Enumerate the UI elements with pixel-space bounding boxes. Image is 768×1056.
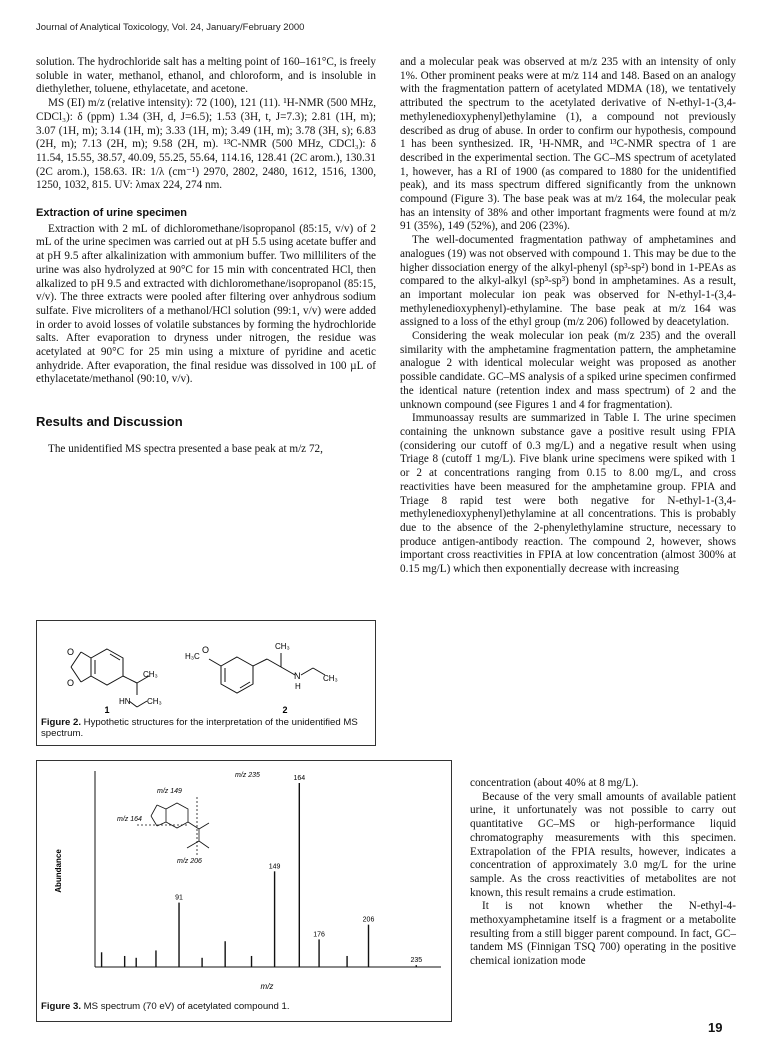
paragraph: MS (EI) m/z (relative intensity): 72 (100), 121 (11). ¹H-NMR (500 MHz, CDCl₃): δ (ppm) 1.34 (3H, d, J=6.5); 1.53 (3H, t, J=7.3); 2.81 (1H, m); 3.07 (1H, m); 3.14 (1H, m); 3.33 (1H, m); 3.49 (1H, m); 3.78 (3H, s); 6.83 (2H, m); 7.13 (2H, m); 9.58 (2H, m). ¹³C-NMR (500 MHz, CDCl₃): δ 11.54, 15.55, 38.57, 40.09, 55.25, 55.64, 114.16, 128.41 (2C arom.), 130.31 (2C arom.), 158.63. IR: 1/λ (cm⁻¹) 2970, 2802, 2480, 1612, 1516, 1300, 1250, 1032, 815. UV: λmax 224, 274 nm. <box>36 97 376 192</box>
right-column <box>400 56 736 577</box>
paragraph: concentration (about 40% at 8 mg/L). <box>470 777 639 789</box>
right-column-narrow <box>470 777 736 969</box>
figure-2-caption <box>41 717 371 739</box>
page-number: 19 <box>708 1020 723 1035</box>
caption-label: Figure 2. <box>41 717 81 728</box>
annotation-m164: m/z 164 <box>117 816 142 823</box>
caption-text: Hypothetic structures for the interpretation of the unidentified MS spectrum. <box>41 717 358 739</box>
caption-text: MS spectrum (70 eV) of acetylated compound 1. <box>83 1001 290 1012</box>
left-column <box>36 56 376 457</box>
paragraph: Immunoassay results are summarized in Table I. The urine specimen containing the unknown substance gave a positive result using FPIA (considering our cutoff of 0.3 mg/L) and a negative result when using Triage 8 (cutoff 1 mg/L). Five blank urine specimens were spiked with 1 or 2 at concentrations ranging from 0.15 to 8.00 mg/L, and cross reactivities have been measured for the amphetamine group. FPIA and Triage 8 rapid test were both negative for N-ethyl-1-(3,4-methylenedioxyphenyl)ethylamine at all concentrations. This is probably due to the absence of the 2-phenylethylamine structure, necessary to produce antigen-antibody reaction. The compound 2, however, shows important cross reactivities in FPIA at low concentration (almost 300% at 0.15 mg/L) which then exponentially decrease with increasing <box>400 412 736 576</box>
atom-ch3: CH₃ <box>147 697 162 706</box>
peak-label: 164 <box>293 775 306 782</box>
benzene-ring-1 <box>91 649 123 685</box>
figure-3 <box>36 760 452 1022</box>
x-axis-label: m/z <box>260 982 274 991</box>
peak-label: 91 <box>175 894 183 902</box>
peak-label: 235 <box>410 957 423 965</box>
peak-label: 176 <box>313 931 325 939</box>
fragment-structure <box>137 797 209 857</box>
paragraph: The well-documented fragmentation pathway of amphetamines and analogues (19) was not observed with compound 1. This may be due to the higher dissociation energy of the alkyl-phenyl (sp³-sp²) bond in 1-PEAs as compared to the alkyl-alkyl (sp³-sp³) bond in amphetamines. As a result, an important molecular ion peak was observed for N-ethyl-1-(3,4-methylenedioxyphenyl)-ethylamine. The base peak at m/z 164 was assigned to a loss of the ethyl group (m/z 206) followed by deacetylation. <box>400 234 736 329</box>
annotation-m206: m/z 206 <box>177 858 202 865</box>
chemical-structures <box>37 621 375 715</box>
atom-hn: HN <box>119 697 131 706</box>
atom-n: N <box>294 671 301 681</box>
paragraph: Extraction with 2 mL of dichloromethane/isopropanol (85:15, v/v) of 2 mL of the urine specimen was carried out at pH 5.5 using acetate buffer and at pH 9.5 after alkalinization with ammonium buffer. Two milliliters of the urine was also hydrolyzed at 90°C for 15 min with concentrated HCl, then alkalized to pH 9.5 and extracted with dichloromethane/isopropanol (85:15, v/v). The three extracts were pooled after filtering over anhydrous sodium sulfate. Five microliters of a methanol/HCl solution (99:1, v/v) were added in order to avoid losses of volatile substances by forming the hydrochloride salts. After evaporation to dryness under nitrogen, the residue was acetylated at 90°C for 25 min using a mixture of pyridine and acetic anhydride. After evaporation, the final residue was dissolved in 100 µL of ethylacetate/methanol (90:10, v/v). <box>36 222 376 386</box>
atom-ch3: CH₃ <box>323 674 338 683</box>
peak-label: 149 <box>268 863 281 871</box>
atom-o: O <box>202 645 210 655</box>
figure-3-caption <box>41 1001 441 1012</box>
atom-h: H <box>295 682 301 691</box>
running-head: Journal of Analytical Toxicology, Vol. 24, January/February 2000 <box>36 22 305 33</box>
paragraph: The unidentified MS spectra presented a base peak at m/z 72, <box>48 442 323 455</box>
peak-label: 206 <box>362 916 375 924</box>
paragraph: Because of the very small amounts of available patient urine, it unfortunately was not possible to carry out quantitative GC–MS or high-performance liquid chromatography measurements with this specimen. Extrapolation of the FPIA results, however, indicates a concentration of approximately 3.0 mg/L for the urine sample. As the cross reactivities of metabolites are not known, this result remains a crude estimation. <box>470 790 736 899</box>
caption-label: Figure 3. <box>41 1001 81 1012</box>
structure-label-2: 2 <box>282 705 288 715</box>
atom-h3c: H₃C <box>185 652 200 661</box>
paragraph: It is not known whether the N-ethyl-4-methoxyamphetamine itself is a fragment or a metabolite resulting from a still bigger parent compound. In fact, GC–tandem MS (Finnigan TSQ 700) operating in the positive chemical ionization mode <box>470 900 736 968</box>
paragraph: and a molecular peak was observed at m/z 235 with an intensity of only 1%. Other prominent peaks were at m/z 114 and 148. Based on an analogy with the fragmentation pattern of acetylated MDMA (18), we tentatively attributed the spectrum to the acetylated derivative of N-ethyl-1-(3,4-methylenedioxyphenyl)ethylamine (1), a compound not previously described as drug of abuse. In order to confirm our hypothesis, compound 1 has been synthesized. IR, ¹H-NMR, and ¹³C-NMR spectra of 1 are described in the experimental section. The GC–MS spectrum of acetylated 1, however, has a RI of 1900 (as compared to 1880 for the unidentified peak), and its mass spectrum differed significantly from the unknown compound (Figure 3). The base peak was at m/z 164, the molecular peak has an intensity of 38% and other important fragments were found at m/z 91 (35%), 149 (52%), and 206 (23%). <box>400 56 736 233</box>
figure-2 <box>36 620 376 746</box>
paragraph: solution. The hydrochloride salt has a melting point of 160–161°C, is freely soluble in water, methanol, ethanol, and chloroform, and is insoluble in diethylether, toluene, ethylacetate, and acetone. <box>36 56 376 96</box>
section-heading-results: Results and Discussion <box>36 414 183 430</box>
annotation-m235: m/z 235 <box>235 772 260 779</box>
atom-ch3: CH₃ <box>143 670 158 679</box>
annotation-m149: m/z 149 <box>157 788 182 795</box>
paragraph: Considering the weak molecular ion peak (m/z 235) and the overall similarity with the amphetamine fragmentation pattern, the amphetamine analogue 2 with identical molecular weight was proposed as another possible candidate. GC–MS analysis of a spiked urine specimen confirmed the identical nature (retention index and mass spectrum) of 2 and the unknown compound (see Figures 1 and 4 for fragmentation). <box>400 330 736 411</box>
ms-spectrum-chart <box>37 761 451 997</box>
structure-label-1: 1 <box>104 705 110 715</box>
y-axis-label: Abundance <box>54 849 63 893</box>
atom-o: O <box>67 678 75 688</box>
subheading-extraction: Extraction of urine specimen <box>36 207 187 220</box>
benzene-ring-2 <box>221 657 253 693</box>
atom-o: O <box>67 647 75 657</box>
atom-ch3: CH₃ <box>275 642 290 651</box>
